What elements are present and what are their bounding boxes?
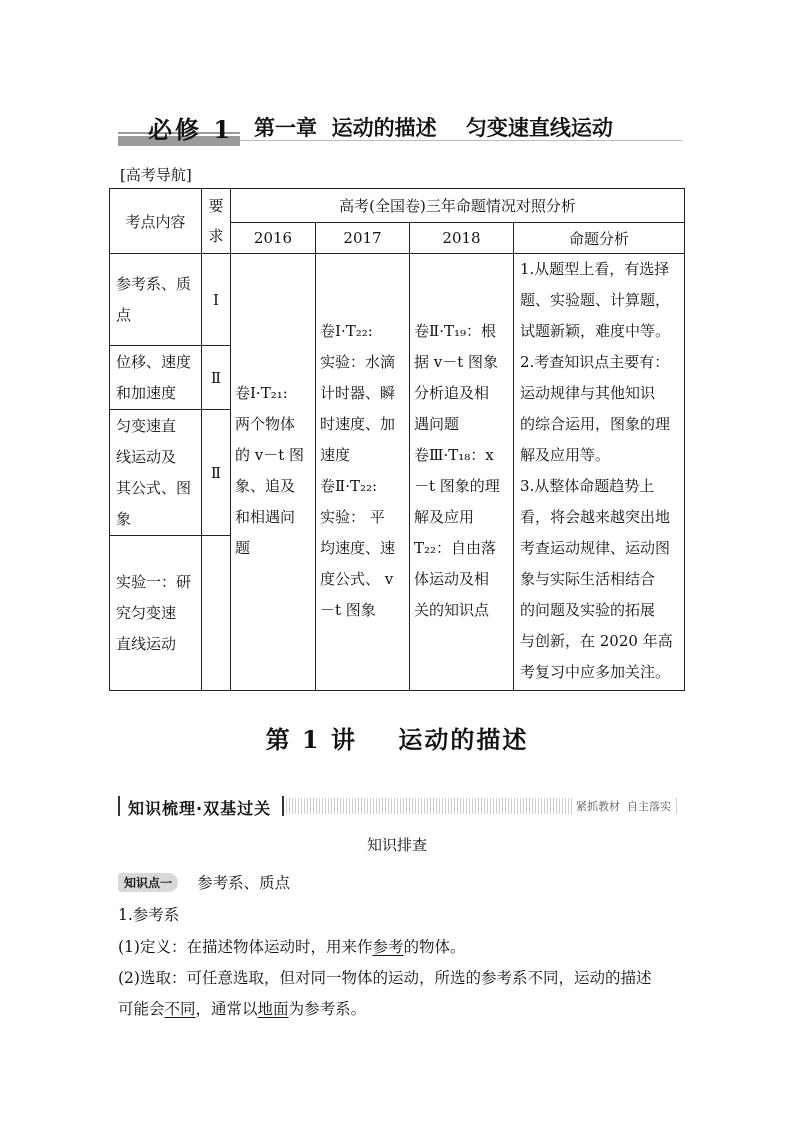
exam-analysis-table	[109, 188, 685, 691]
underlined-term: 地面	[257, 1000, 289, 1018]
selection-paragraph	[118, 963, 684, 1025]
topic-line: 实验一：研	[116, 572, 192, 591]
topic-line: 直线运动	[116, 634, 177, 653]
section-bar-edge	[118, 796, 120, 816]
cell-line: 解及应用等。	[520, 446, 611, 464]
topic-cell	[110, 536, 202, 691]
header-requirement	[202, 189, 231, 254]
cell-line: T₂₂：自由落	[414, 539, 497, 557]
cell-line: 1.从题型上看，有选择	[520, 260, 670, 278]
requirement-cell: Ⅰ	[202, 254, 231, 346]
cell-line: －t 图象的理	[414, 477, 500, 495]
cell-line: 实验：水滴	[320, 353, 396, 371]
topic-line: 象	[116, 509, 132, 528]
cell-line: 象与实际生活相结合	[520, 570, 656, 588]
text-run: ，通常以	[195, 1000, 258, 1018]
topic-line: 参考系、质	[116, 274, 192, 293]
section-bar-edge	[282, 796, 284, 816]
cell-line: 2.考查知识点主要有：	[520, 353, 670, 371]
cell-line: 和相遇问	[235, 508, 296, 526]
text-run: 可能会	[118, 1000, 165, 1018]
cell-line: 速度	[320, 446, 351, 464]
section-tag: 紧抓教材 自主落实	[572, 798, 675, 814]
text-run: 的物体。	[403, 938, 466, 956]
text-run: (2)选取：可任意选取，但对同一物体的运动，所选的参考系不同，运动的描述	[118, 969, 652, 987]
cell-line: 体运动及相	[414, 570, 490, 588]
topic-cell	[110, 346, 202, 410]
topic-line: 匀变速直	[116, 416, 177, 435]
cell-line: 时速度、加	[320, 415, 396, 433]
cell-line: 卷Ⅰ·T₂₂:	[320, 322, 373, 340]
topic-line: 究匀变速	[116, 603, 177, 622]
cell-line: 两个物体	[235, 415, 296, 433]
book-title: 必修 1	[148, 115, 234, 144]
cell-line: 运动规律与其他知识	[520, 384, 656, 402]
definition-paragraph	[118, 932, 684, 963]
cell-line: 遇问题	[414, 415, 460, 433]
header-req-char-1: 要	[208, 197, 224, 215]
item-heading: 1.参考系	[118, 906, 180, 924]
header-year-2017: 2017	[316, 223, 410, 254]
cell-line: 的 v－t 图	[235, 446, 305, 464]
section-title: 知识梳理·双基过关	[128, 799, 272, 818]
requirement-cell: Ⅱ	[202, 346, 231, 410]
cell-line: 与创新，在 2020 年高	[520, 632, 673, 650]
exam-nav-label: [高考导航]	[120, 166, 192, 184]
header-year-2018: 2018	[410, 223, 514, 254]
requirement-cell	[202, 536, 231, 691]
cell-line: 均速度、速	[320, 539, 396, 557]
header-analysis: 命题分析	[514, 223, 685, 254]
cell-line: 的综合运用，图象的理	[520, 415, 671, 433]
cell-line: 度公式、 v	[320, 570, 394, 588]
topic-line: 位移、速度	[116, 352, 192, 371]
cell-line: 试题新颖，难度中等。	[520, 322, 671, 340]
year-2018-cell	[410, 254, 514, 691]
lecture-title: 第 1 讲 运动的描述	[265, 725, 529, 754]
cell-line: 题	[235, 539, 251, 557]
header-analysis-group: 高考(全国卷)三年命题情况对照分析	[231, 189, 685, 223]
topic-line: 点	[116, 305, 132, 324]
topic-cell	[110, 254, 202, 346]
text-run: (1)定义：在描述物体运动时，用来作	[118, 938, 373, 956]
chapter-banner	[118, 106, 682, 148]
cell-line: 卷Ⅱ·T₁₉：根	[414, 322, 496, 340]
cell-line: 的问题及实验的拓展	[520, 601, 656, 619]
analysis-cell	[514, 254, 685, 691]
cell-line: 分析追及相	[414, 384, 490, 402]
knowledge-point-badge: 知识点一	[118, 873, 178, 892]
cell-line: 解及应用	[414, 508, 475, 526]
text-run: 为参考系。	[288, 1000, 367, 1018]
header-topic: 考点内容	[110, 189, 202, 254]
cell-line: 据 v－t 图象	[414, 353, 499, 371]
cell-line: 计时器、瞬	[320, 384, 396, 402]
topic-line: 和加速度	[116, 383, 177, 402]
underlined-term: 参考	[372, 938, 404, 956]
chapter-title: 第一章 运动的描述 匀变速直线运动	[254, 115, 613, 140]
requirement-cell: Ⅱ	[202, 410, 231, 536]
cell-line: 看，将会越来越突出地	[520, 508, 671, 526]
cell-line: 3.从整体命题趋势上	[520, 477, 655, 495]
cell-line: 卷Ⅱ·T₂₂:	[320, 477, 378, 495]
text-line	[118, 994, 684, 1025]
cell-line: 卷Ⅲ·T₁₈：x	[414, 446, 494, 464]
topic-line: 其公式、图	[116, 478, 192, 497]
cell-line: 关的知识点	[414, 601, 490, 619]
cell-line: 象、追及	[235, 477, 296, 495]
cell-line: 题、实验题、计算题，	[520, 291, 671, 309]
underlined-term: 不同	[164, 1000, 196, 1018]
year-2016-cell	[231, 254, 316, 691]
cell-line: 考复习中应多加关注。	[520, 663, 671, 681]
cell-line: 考查运动规律、运动图	[520, 539, 671, 557]
cell-line: 实验： 平	[320, 508, 385, 526]
year-2017-cell	[316, 254, 410, 691]
knowledge-point-title: 参考系、质点	[197, 874, 291, 892]
knowledge-point-heading	[118, 871, 290, 893]
section-bar	[118, 796, 679, 816]
topic-line: 线运动及	[116, 447, 177, 466]
cell-line: －t 图象	[320, 601, 376, 619]
topic-cell	[110, 410, 202, 536]
header-req-char-2: 求	[208, 227, 224, 245]
sub-heading: 知识排查	[366, 836, 427, 854]
cell-line: 卷Ⅰ·T₂₁:	[235, 384, 288, 402]
header-year-2016: 2016	[231, 223, 316, 254]
